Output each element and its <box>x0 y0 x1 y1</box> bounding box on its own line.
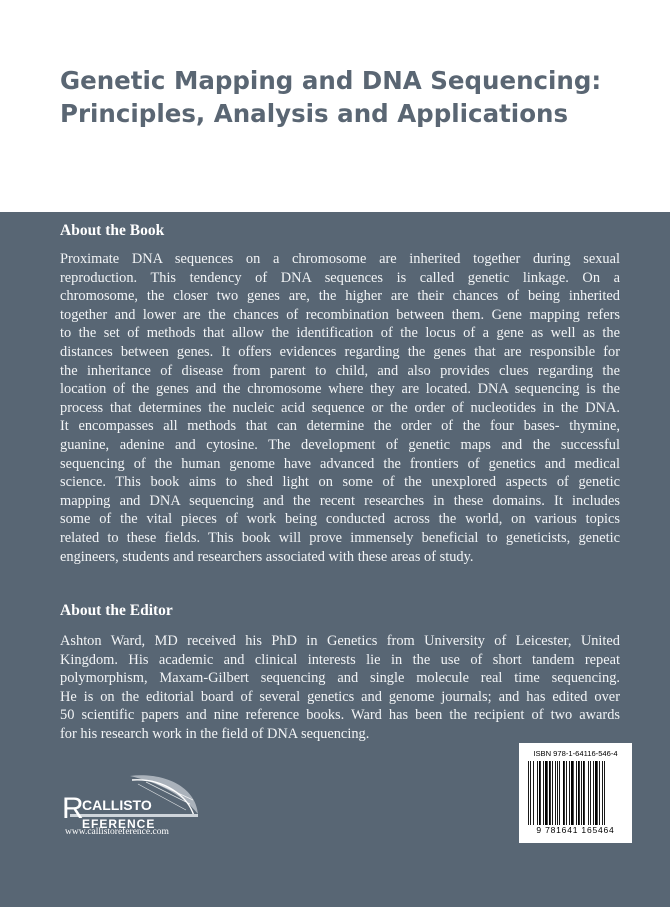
about-book-line: mapping and DNA sequencing and the recent researches in these domains. It includes <box>60 492 620 509</box>
barcode-bar <box>559 761 560 825</box>
svg-text:EFERENCE: EFERENCE <box>82 817 156 831</box>
barcode-bar <box>557 761 558 825</box>
about-editor-line: 50 scientific papers and nine reference books. Ward has been the recipient of two awards <box>60 707 620 724</box>
barcode-bar <box>590 761 591 825</box>
about-book-line: related to these fields. This book will prove immensely beneficial to geneticists, genetic <box>60 529 620 546</box>
about-editor-line: polymorphism, Maxam-Gilbert sequencing and single molecule real time sequencing. <box>60 670 620 687</box>
barcode-bar <box>581 761 582 825</box>
barcode-bar <box>566 761 567 825</box>
about-book-line: some of the vital pieces of work being conducted across the world, on various topics <box>60 511 620 528</box>
barcode-bar <box>555 761 556 825</box>
barcode-bar <box>583 761 585 825</box>
barcode-bar <box>569 761 570 825</box>
isbn-barcode <box>519 743 632 843</box>
about-book-line: process that determines the nucleic acid sequence or the order of nucleotides in the DNA. <box>60 399 620 416</box>
book-title <box>60 64 650 130</box>
book-title-line-1: Genetic Mapping and DNA Sequencing: <box>60 66 602 95</box>
about-editor-line: Kingdom. His academic and clinical interests lie in the use of short tandem repeat <box>60 651 620 668</box>
barcode-bar <box>571 761 574 825</box>
barcode-bar <box>528 761 529 825</box>
about-book-line: to the set of methods that allow the identification of the locus of a gene as well as the <box>60 325 620 342</box>
about-book-line: engineers, students and researchers associated with these areas of study. <box>60 548 474 565</box>
barcode-bar <box>588 761 589 825</box>
about-editor-text <box>60 632 620 744</box>
back-cover-panel <box>0 212 670 907</box>
about-book-line: location of the genes and the chromosome where they are located. DNA sequencing is the <box>60 381 620 398</box>
barcode-bars <box>527 761 625 825</box>
about-book-line: science. This book aims to shed light on some of the unexplored aspects of genetic <box>60 474 620 491</box>
about-book-text <box>60 250 620 566</box>
about-book-line: together and lower are the chances of recombination between them. Gene mapping refers <box>60 306 620 323</box>
barcode-bar <box>593 761 594 825</box>
about-book-line: Proximate DNA sequences on a chromosome are inherited together during sexual <box>60 251 620 267</box>
publisher-url: www.callistoreference.com <box>65 827 169 837</box>
book-title-line-2: Principles, Analysis and Applications <box>60 99 569 128</box>
svg-text:R: R <box>62 792 84 825</box>
about-book-line: sequencing of the human genome have advanced the frontiers of genetics and medical <box>60 455 620 472</box>
about-book-heading: About the Book <box>60 222 165 239</box>
barcode-bar <box>533 761 534 825</box>
barcode-bar <box>552 761 553 825</box>
barcode-bar <box>604 761 605 825</box>
barcode-bar <box>545 761 548 825</box>
about-book-line: It encompasses all methods that can determine the order of the four bases- thymine, <box>60 418 620 435</box>
about-editor-line: for his research work in the field of DNA sequencing. <box>60 725 370 742</box>
barcode-bar <box>530 761 531 825</box>
barcode-bar <box>549 761 551 825</box>
barcode-digits: 9 781641 165464 <box>536 825 615 835</box>
about-editor-line: He is on the editorial board of several genetics and genome journals; and has edited over <box>60 688 620 705</box>
barcode-bar <box>539 761 541 825</box>
about-book-line: chromosome, the closer two genes are, the higher are their chances of being inherited <box>60 288 620 305</box>
about-book-line: distances between genes. It offers evidences regarding the genes that are responsible for <box>60 343 620 360</box>
about-editor-heading: About the Editor <box>60 602 173 619</box>
svg-text:CALLISTO: CALLISTO <box>82 797 152 813</box>
barcode-bar <box>563 761 565 825</box>
isbn-text: ISBN 978-1-64116-546-4 <box>533 749 618 758</box>
about-book-line: guanine, adenine and cytosine. The development of genetic maps and the successful <box>60 436 620 453</box>
about-editor-line: Ashton Ward, MD received his PhD in Genetics from University of Leicester, United <box>60 633 620 649</box>
barcode-bar <box>543 761 544 825</box>
barcode-bar <box>602 761 603 825</box>
title-area <box>0 0 670 212</box>
barcode-bar <box>599 761 600 825</box>
barcode-bar <box>595 761 598 825</box>
about-book-line: reproduction. This tendency of DNA sequences is called genetic linkage. On a <box>60 269 620 286</box>
barcode-bar <box>537 761 538 825</box>
about-book-line: the inheritance of disease from parent to child, and also provides clues regarding the <box>60 362 620 379</box>
barcode-bar <box>578 761 580 825</box>
barcode-bar <box>576 761 577 825</box>
